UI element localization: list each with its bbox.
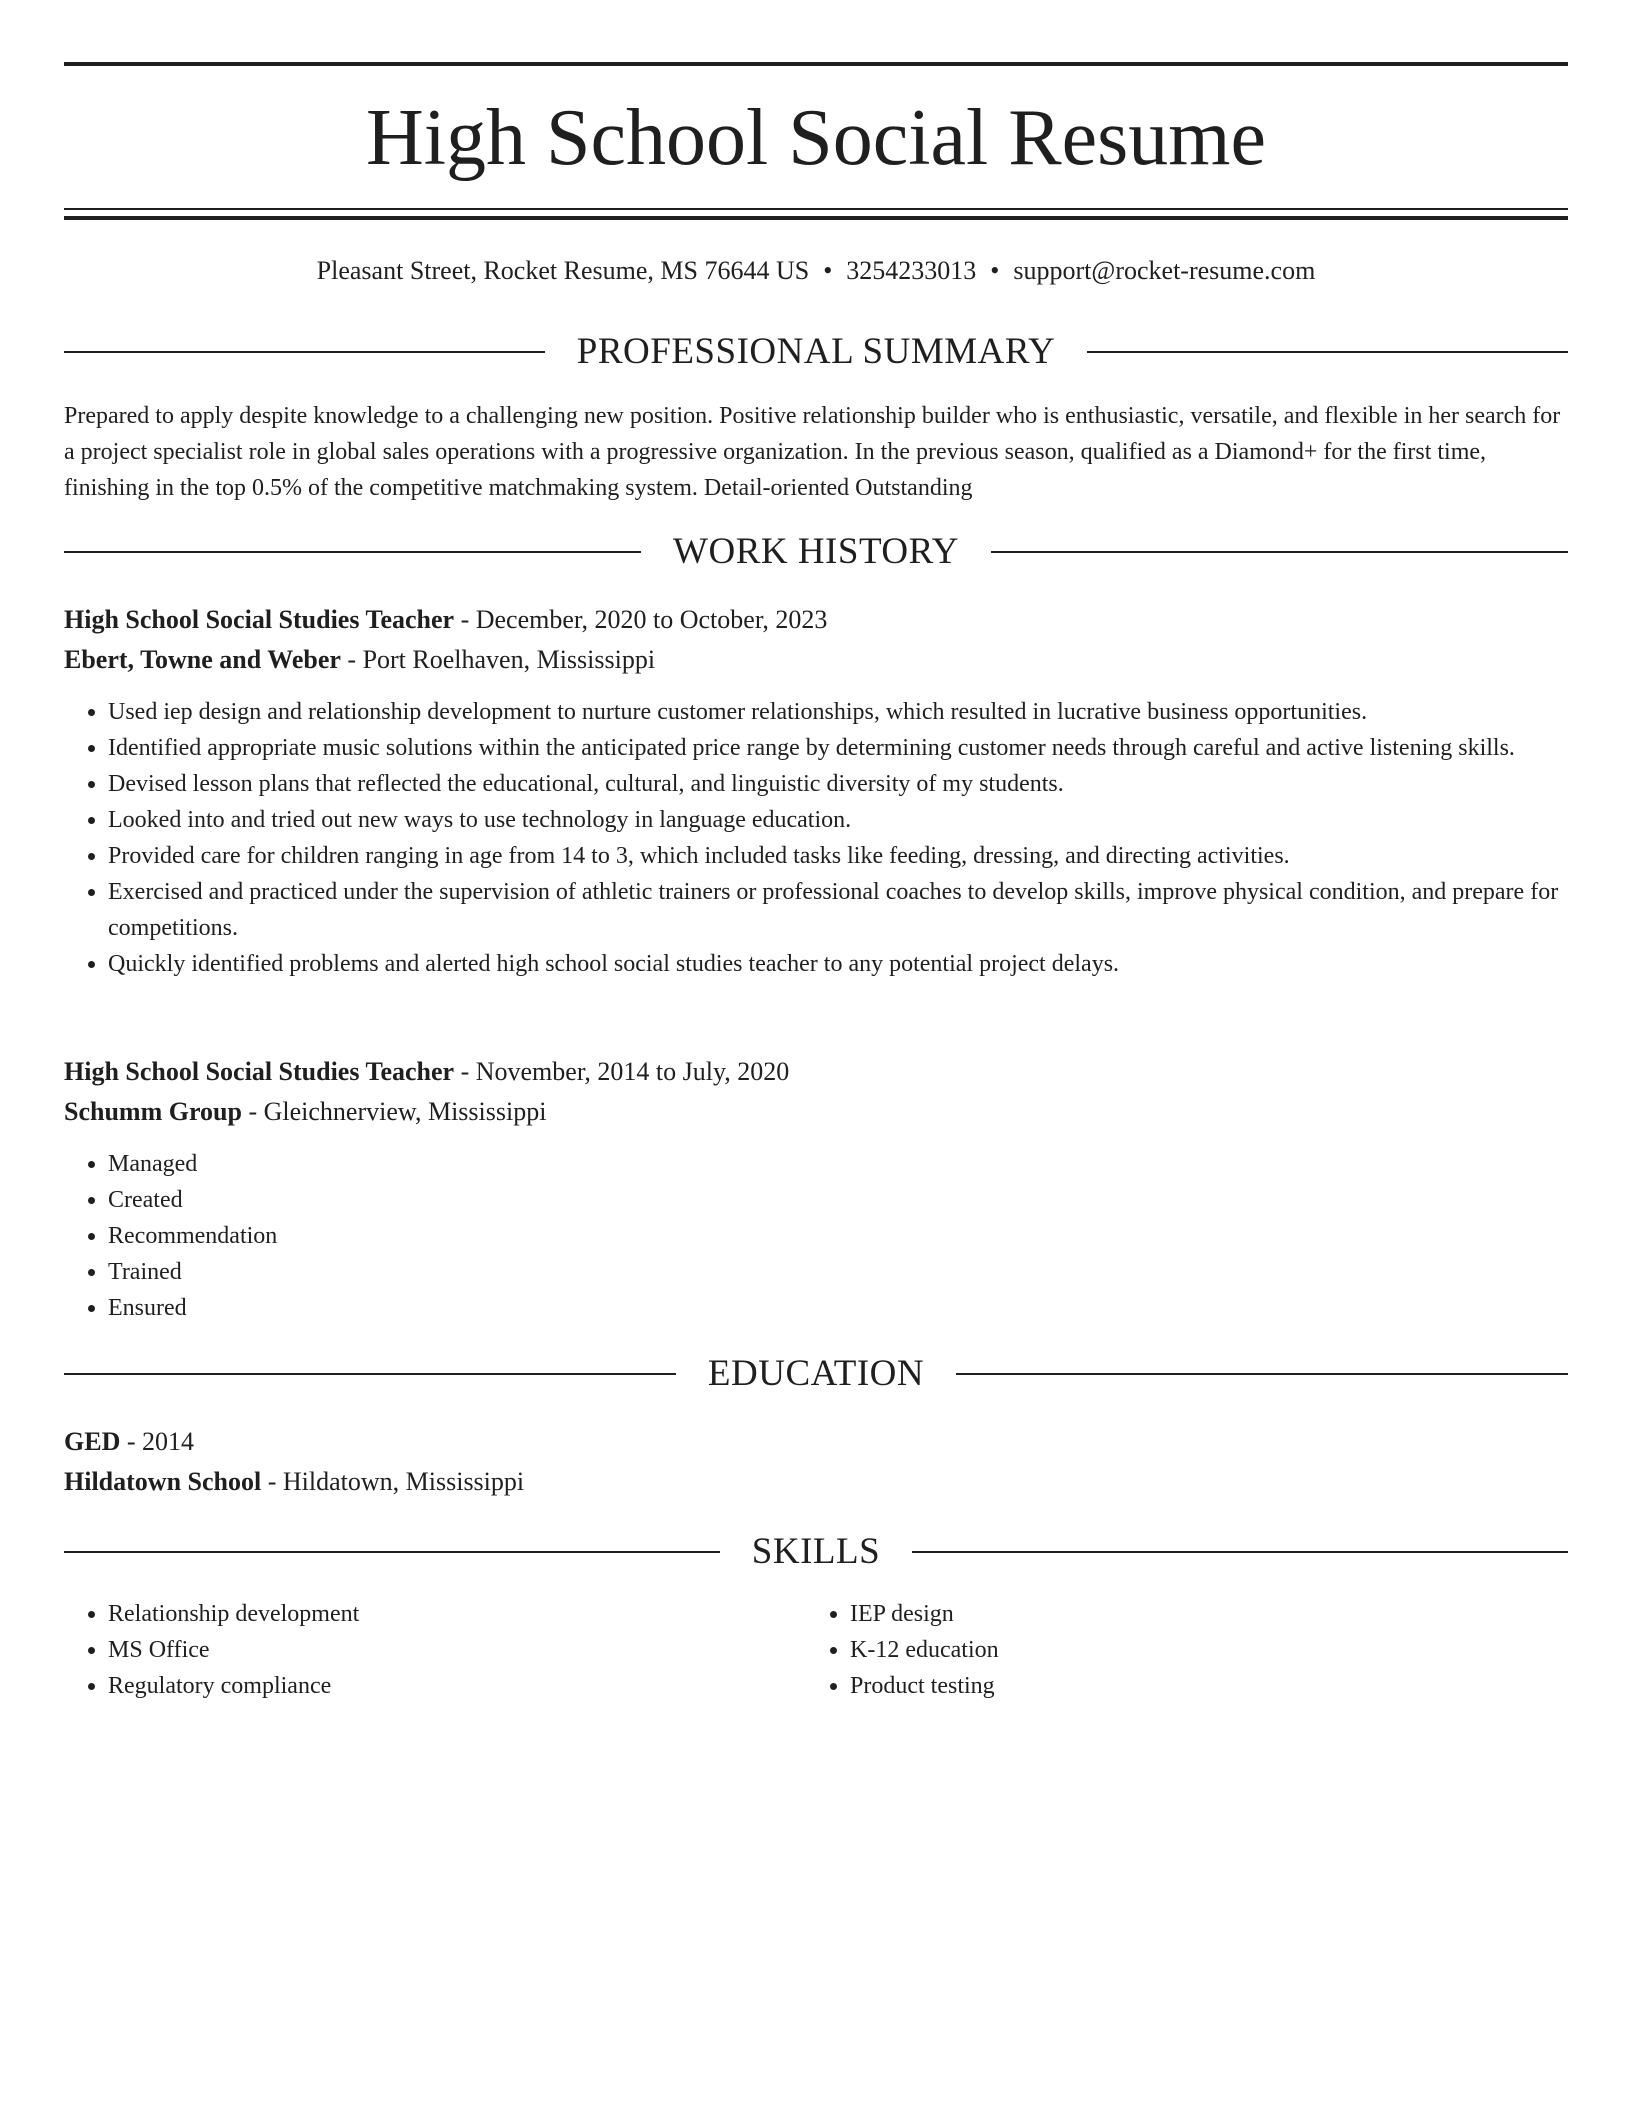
heading-rule: [64, 1551, 720, 1553]
heading-rule: [1087, 351, 1568, 353]
education-school-line: [64, 1462, 1568, 1502]
education-degree: GED: [64, 1427, 121, 1456]
list-item: • Quickly identified problems and alerted high school social studies teacher to any potential project delays.: [108, 946, 1568, 982]
skill-item: • Regulatory compliance: [108, 1668, 808, 1704]
list-item: • Looked into and tried out new ways to use technology in language education.: [108, 802, 1568, 838]
section-heading-skills: [64, 1530, 1568, 1574]
job-bullets: [64, 1146, 1568, 1326]
job-company: Ebert, Towne and Weber: [64, 645, 341, 674]
job-title: High School Social Studies Teacher: [64, 1057, 455, 1086]
list-item: • Identified appropriate music solutions within the anticipated price range by determining customer needs through careful and active listening skills.: [108, 730, 1568, 766]
education-location: - Hildatown, Mississippi: [261, 1467, 525, 1496]
skills-list-left: [64, 1596, 808, 1704]
contact-phone: 3254233013: [846, 256, 977, 285]
job-dates: - November, 2014 to July, 2020: [454, 1057, 790, 1086]
section-title: WORK HISTORY: [673, 531, 959, 572]
skill-item: • Product testing: [850, 1668, 1550, 1704]
job-title-line: [64, 1052, 1568, 1092]
job-dates: - December, 2020 to October, 2023: [454, 605, 828, 634]
section-heading-summary: [64, 330, 1568, 374]
list-item: • Provided care for children ranging in age from 14 to 3, which included tasks like feeding, dressing, and directing activities.: [108, 838, 1568, 874]
education-school: Hildatown School: [64, 1467, 262, 1496]
list-item: • Managed: [108, 1146, 1568, 1182]
section-title: SKILLS: [751, 1531, 881, 1572]
skill-item: • MS Office: [108, 1632, 808, 1668]
contact-address: Pleasant Street, Rocket Resume, MS 76644 US: [316, 256, 810, 285]
contact-separator: •: [823, 256, 833, 285]
heading-rule: [64, 1373, 676, 1375]
heading-rule: [991, 551, 1568, 553]
contact-line: [64, 253, 1568, 289]
heading-rule: [956, 1373, 1568, 1375]
title-rule-thick: [64, 216, 1568, 220]
title-rule-thin: [64, 208, 1568, 210]
summary-text: Prepared to apply despite knowledge to a challenging new position. Positive relationship builder who is enthusiastic, versatile, and flexible in her search for a project specialist role in global sales operations with a progressive organization. In the previous season, qualified as a Diamond+ for the first time, finishing in the top 0.5% of the competitive matchmaking system. Detail-oriented Outstanding: [64, 403, 1561, 501]
skill-item: • K-12 education: [850, 1632, 1550, 1668]
top-rule: [64, 62, 1568, 66]
skill-item: • IEP design: [850, 1596, 1550, 1632]
job-company-line: [64, 1092, 1568, 1132]
heading-rule: [64, 351, 545, 353]
list-item: • Used iep design and relationship development to nurture customer relationships, which resulted in lucrative business opportunities.: [108, 694, 1568, 730]
section-title: PROFESSIONAL SUMMARY: [576, 331, 1056, 372]
job-title-line: [64, 600, 1568, 640]
contact-email[interactable]: support@rocket-resume.com: [1013, 256, 1316, 285]
skill-item: • Relationship development: [108, 1596, 808, 1632]
job-bullets: [64, 694, 1568, 982]
section-title: EDUCATION: [707, 1353, 925, 1394]
education-degree-line: [64, 1422, 1568, 1462]
list-item: • Trained: [108, 1254, 1568, 1290]
list-item: • Recommendation: [108, 1218, 1568, 1254]
job-location: - Gleichnerview, Mississippi: [241, 1097, 547, 1126]
job-title: High School Social Studies Teacher: [64, 605, 455, 634]
contact-separator: •: [990, 256, 1000, 285]
heading-rule: [912, 1551, 1568, 1553]
job-company-line: [64, 640, 1568, 680]
education-year: - 2014: [120, 1427, 195, 1456]
skills-list-right: [806, 1596, 1550, 1704]
list-item: • Exercised and practiced under the supervision of athletic trainers or professional coaches to develop skills, improve physical condition, and prepare for competitions.: [108, 874, 1568, 946]
list-item: • Created: [108, 1182, 1568, 1218]
section-heading-education: [64, 1352, 1568, 1396]
section-heading-work: [64, 530, 1568, 574]
heading-rule: [64, 551, 641, 553]
list-item: • Devised lesson plans that reflected the educational, cultural, and linguistic diversity of my students.: [108, 766, 1568, 802]
list-item: • Ensured: [108, 1290, 1568, 1326]
resume-title: High School Social Resume: [366, 94, 1266, 182]
job-location: - Port Roelhaven, Mississippi: [340, 645, 656, 674]
job-company: Schumm Group: [64, 1097, 242, 1126]
